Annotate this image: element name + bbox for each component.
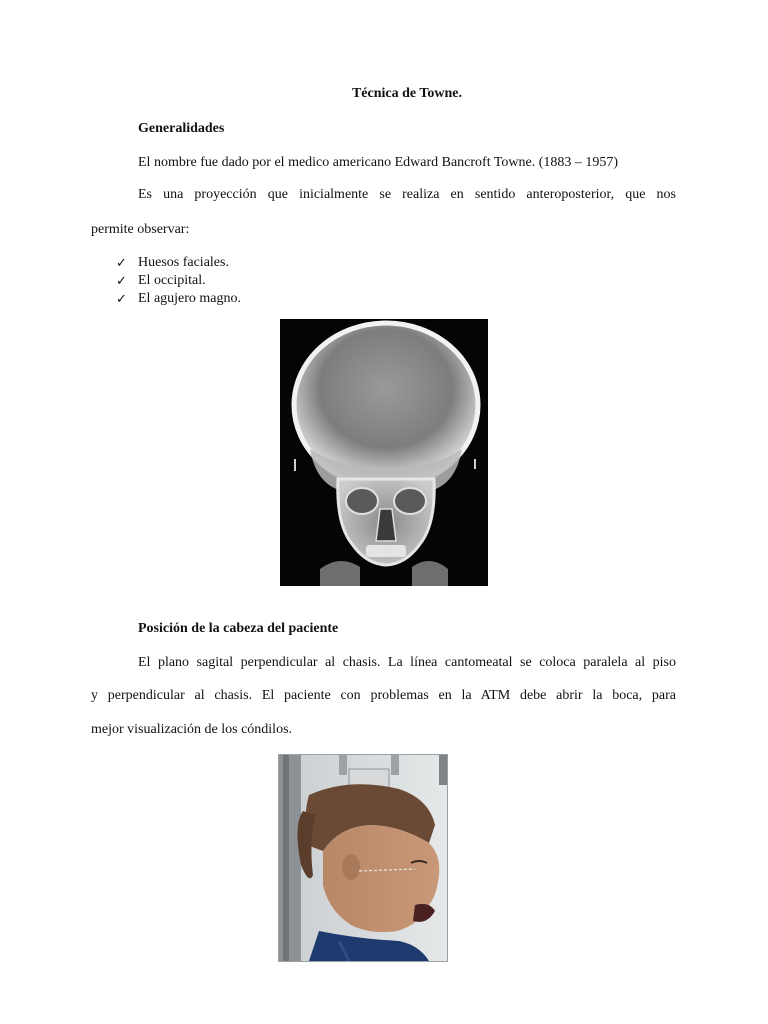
- paragraph-position-line2: y perpendicular al chasis. El paciente con problemas en la ATM debe abrir la boca, para: [91, 688, 676, 703]
- list-item: ✓ Huesos faciales.: [116, 255, 229, 270]
- list-item: ✓ El occipital.: [116, 273, 206, 288]
- paragraph-position-line3: mejor visualización de los cóndilos.: [91, 722, 293, 737]
- paragraph-position-line1: El plano sagital perpendicular al chasis. La línea cantomeatal se coloca paralela al piso: [138, 655, 676, 670]
- list-item: ✓ El agujero magno.: [116, 291, 242, 306]
- check-icon: ✓: [116, 291, 127, 306]
- section-heading-position: Posición de la cabeza del paciente: [138, 621, 339, 636]
- page-title: Técnica de Towne.: [351, 86, 463, 101]
- paragraph-origin: El nombre fue dado por el medico americano Edward Bancroft Towne. (1883 – 1957): [138, 155, 619, 170]
- check-icon: ✓: [116, 255, 127, 270]
- observed-structures-list: [116, 254, 241, 308]
- patient-position-photo: [278, 754, 448, 962]
- section-heading-generalidades: Generalidades: [138, 121, 225, 136]
- check-icon: ✓: [116, 273, 127, 288]
- skull-xray-image: [280, 319, 488, 586]
- paragraph-projection-line1: Es una proyección que inicialmente se realiza en sentido anteroposterior, que nos: [138, 187, 676, 202]
- paragraph-projection-line2: permite observar:: [91, 222, 190, 237]
